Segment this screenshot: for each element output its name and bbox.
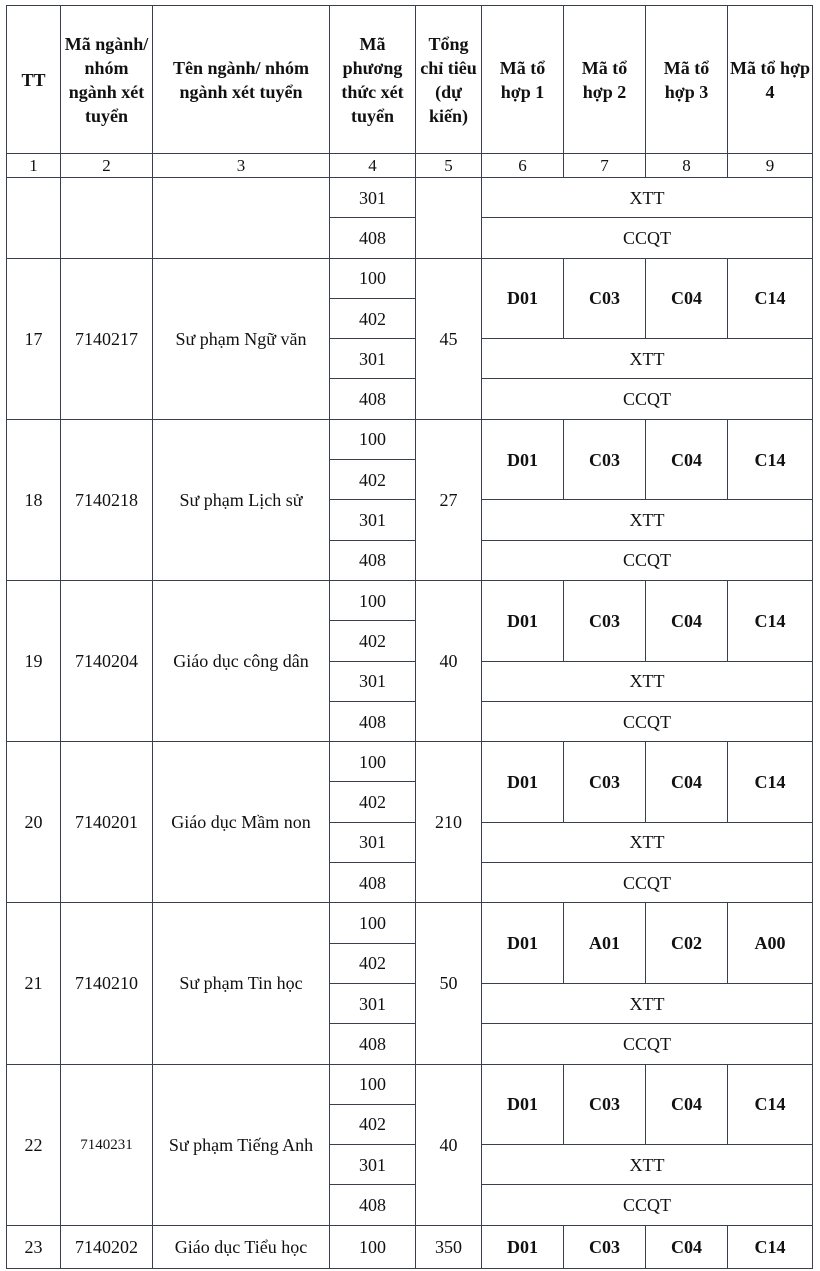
combo-code-4: C14 [728,742,813,823]
header-combo-2: Mã tổ hợp 2 [564,6,646,154]
program-tt: 19 [7,580,61,741]
program-name: Giáo dục Tiểu học [153,1225,330,1268]
method-code: 402 [330,460,416,500]
program-quota: 350 [416,1225,482,1268]
table-row [7,258,813,298]
method-code: 408 [330,701,416,741]
program-name: Sư phạm Tin học [153,903,330,1064]
table-row [7,742,813,782]
program-code: 7140231 [61,1064,153,1225]
program-name: Sư phạm Lịch sử [153,419,330,580]
program-quota: 45 [416,258,482,419]
method-label-ccqt: CCQT [482,1185,813,1225]
program-quota: 210 [416,742,482,903]
method-label-ccqt: CCQT [482,1024,813,1064]
method-code: 408 [330,379,416,419]
table-row [7,1225,813,1268]
program-quota: 40 [416,1064,482,1225]
method-code: 408 [330,863,416,903]
method-code: 301 [330,500,416,540]
column-number: 4 [330,154,416,178]
method-code: 100 [330,258,416,298]
combo-code-3: C04 [646,419,728,500]
combo-code-4: C14 [728,1225,813,1268]
column-number-row [7,154,813,178]
combo-code-2: C03 [564,742,646,823]
method-label-xtt: XTT [482,500,813,540]
program-code: 7140218 [61,419,153,580]
combo-code-4: C14 [728,580,813,661]
program-code: 7140217 [61,258,153,419]
combo-code-1: D01 [482,903,564,984]
method-label-xtt: XTT [482,661,813,701]
column-number: 3 [153,154,330,178]
program-name: Giáo dục công dân [153,580,330,741]
program-name: Sư phạm Ngữ văn [153,258,330,419]
combo-code-2: C03 [564,258,646,339]
method-code: 408 [330,1024,416,1064]
method-code: 100 [330,419,416,459]
method-code: 402 [330,782,416,822]
combo-code-2: C03 [564,1064,646,1145]
combo-code-4: C14 [728,1064,813,1145]
method-label-xtt: XTT [482,983,813,1023]
column-number: 6 [482,154,564,178]
combo-code-1: D01 [482,742,564,823]
method-label-xtt: XTT [482,1145,813,1185]
method-code: 100 [330,580,416,620]
header-combo-3: Mã tổ hợp 3 [646,6,728,154]
method-code: 301 [330,822,416,862]
empty-cell [416,178,482,259]
program-name: Giáo dục Mầm non [153,742,330,903]
program-tt: 20 [7,742,61,903]
method-label-ccqt: CCQT [482,540,813,580]
method-code: 402 [330,943,416,983]
method-code: 408 [330,1185,416,1225]
method-code: 301 [330,178,416,218]
combo-code-1: D01 [482,580,564,661]
combo-code-2: A01 [564,903,646,984]
combo-code-2: C03 [564,580,646,661]
method-code: 100 [330,742,416,782]
column-number: 5 [416,154,482,178]
combo-code-4: C14 [728,419,813,500]
method-code: 408 [330,540,416,580]
table-row [7,419,813,459]
empty-cell [61,178,153,259]
program-code: 7140202 [61,1225,153,1268]
method-code: 301 [330,1145,416,1185]
table-row [7,1064,813,1104]
table-row [7,580,813,620]
method-code: 301 [330,983,416,1023]
header-combo-1: Mã tổ hợp 1 [482,6,564,154]
method-label-ccqt: CCQT [482,218,813,258]
method-label-ccqt: CCQT [482,379,813,419]
method-label-xtt: XTT [482,178,813,218]
program-code: 7140210 [61,903,153,1064]
combo-code-3: C04 [646,258,728,339]
combo-code-1: D01 [482,1225,564,1268]
program-tt: 23 [7,1225,61,1268]
header-tt: TT [7,6,61,154]
header-nganh-code: Mã ngành/ nhóm ngành xét tuyển [61,6,153,154]
combo-code-3: C04 [646,1064,728,1145]
method-label-xtt: XTT [482,339,813,379]
combo-code-4: A00 [728,903,813,984]
admissions-table [6,5,813,1269]
column-number: 2 [61,154,153,178]
column-number: 8 [646,154,728,178]
combo-code-1: D01 [482,258,564,339]
method-label-ccqt: CCQT [482,863,813,903]
combo-code-3: C02 [646,903,728,984]
combo-code-3: C04 [646,580,728,661]
program-code: 7140201 [61,742,153,903]
method-code: 402 [330,1104,416,1144]
method-code: 100 [330,1064,416,1104]
program-name: Sư phạm Tiếng Anh [153,1064,330,1225]
empty-cell [153,178,330,259]
program-tt: 18 [7,419,61,580]
header-method-code: Mã phương thức xét tuyển [330,6,416,154]
method-code: 301 [330,661,416,701]
combo-code-1: D01 [482,419,564,500]
method-code: 100 [330,903,416,943]
table-header-row [7,6,813,154]
program-code: 7140204 [61,580,153,741]
combo-code-1: D01 [482,1064,564,1145]
program-tt: 21 [7,903,61,1064]
combo-code-2: C03 [564,1225,646,1268]
program-quota: 40 [416,580,482,741]
program-quota: 50 [416,903,482,1064]
column-number: 1 [7,154,61,178]
empty-cell [7,178,61,259]
method-label-ccqt: CCQT [482,701,813,741]
combo-code-4: C14 [728,258,813,339]
header-combo-4: Mã tổ hợp 4 [728,6,813,154]
combo-code-3: C04 [646,1225,728,1268]
method-code: 402 [330,621,416,661]
header-quota: Tổng chỉ tiêu (dự kiến) [416,6,482,154]
method-code: 100 [330,1225,416,1268]
table-row [7,903,813,943]
combo-code-2: C03 [564,419,646,500]
column-number: 9 [728,154,813,178]
program-tt: 22 [7,1064,61,1225]
method-code: 402 [330,298,416,338]
program-quota: 27 [416,419,482,580]
header-nganh-name: Tên ngành/ nhóm ngành xét tuyển [153,6,330,154]
combo-code-3: C04 [646,742,728,823]
column-number: 7 [564,154,646,178]
table-row [7,178,813,218]
method-code: 408 [330,218,416,258]
program-tt: 17 [7,258,61,419]
method-code: 301 [330,339,416,379]
method-label-xtt: XTT [482,822,813,862]
